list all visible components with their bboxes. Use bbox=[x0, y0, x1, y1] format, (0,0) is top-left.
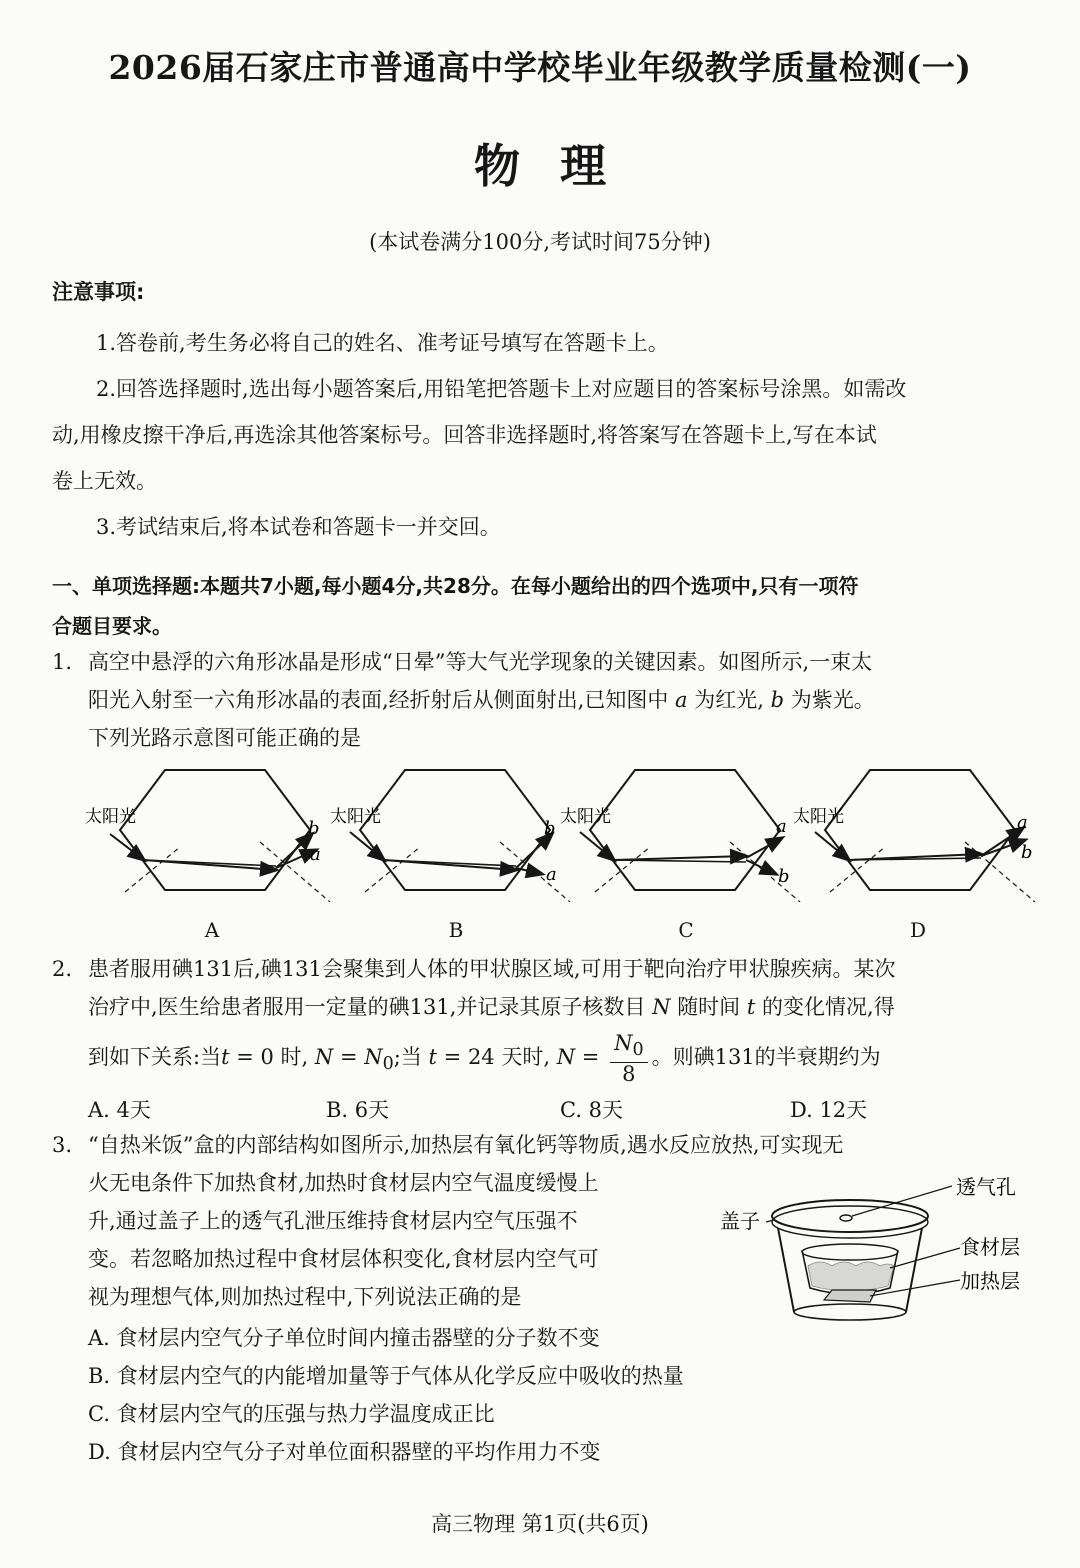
figure-b bbox=[330, 770, 570, 902]
sun-light-label: 太阳光 bbox=[330, 807, 381, 827]
fraction-numerator bbox=[610, 1032, 648, 1062]
q2-option-b[interactable]: B. 6天 bbox=[326, 1098, 390, 1122]
subscript-0: 0 bbox=[632, 1040, 644, 1061]
figure-label-b: B bbox=[448, 918, 464, 942]
figure-d bbox=[793, 770, 1035, 902]
q2-text: 到如下关系:当 bbox=[88, 1045, 222, 1069]
var-N: N bbox=[652, 995, 671, 1019]
q1-line-2 bbox=[88, 681, 875, 719]
notes-heading: 注意事项: bbox=[52, 280, 145, 304]
q2-text: 治疗中,医生给患者服用一定量的碘131,并记录其原子核数目 bbox=[88, 995, 646, 1019]
sun-light-label: 太阳光 bbox=[560, 807, 611, 827]
figure-c bbox=[560, 770, 800, 902]
q2-text: 。则碘131的半衰期约为 bbox=[651, 1045, 881, 1069]
q3-line-5: 视为理想气体,则加热过程中,下列说法正确的是 bbox=[88, 1285, 522, 1309]
q2-text: ;当 bbox=[393, 1045, 422, 1069]
subscript-0: 0 bbox=[382, 1054, 394, 1075]
q3-option-c[interactable]: C. 食材层内空气的压强与热力学温度成正比 bbox=[88, 1402, 495, 1426]
ray-b-label: b bbox=[1021, 842, 1033, 863]
var-a: a bbox=[675, 688, 688, 712]
food-layer-label: 食材层 bbox=[960, 1235, 1020, 1259]
var-t: t bbox=[221, 1045, 230, 1069]
q1-text: 阳光入射至一六角形冰晶的表面,经折射后从侧面射出,已知图中 bbox=[88, 688, 669, 712]
q2-eq: = bbox=[339, 1045, 358, 1069]
note-item-2-end: 卷上无效。 bbox=[52, 469, 157, 493]
var-N: N bbox=[556, 1045, 576, 1069]
section-heading: 一、单项选择题:本题共7小题,每小题4分,共28分。在每小题给出的四个选项中,只有一项符 bbox=[52, 574, 859, 598]
ray-a-label: a bbox=[546, 864, 557, 885]
heating-layer-label: 加热层 bbox=[960, 1269, 1020, 1293]
q3-line-4: 变。若忽略加热过程中食材层体积变化,食材层内空气可 bbox=[88, 1247, 599, 1271]
ray-b-label: b bbox=[778, 866, 790, 887]
var-N0: N bbox=[614, 1031, 633, 1056]
figure-a bbox=[85, 770, 330, 902]
q1-line-1: 高空中悬浮的六角形冰晶是形成“日晕”等大气光学现象的关键因素。如图所示,一束太 bbox=[88, 650, 873, 674]
q2-eq: = bbox=[581, 1045, 600, 1069]
fraction-denominator: 8 bbox=[622, 1061, 636, 1086]
sun-light-label: 太阳光 bbox=[793, 807, 844, 827]
var-N0: N bbox=[364, 1045, 383, 1069]
var-b: b bbox=[770, 688, 785, 712]
q3-line-1: “自热米饭”盒的内部结构如图所示,加热层有氧化钙等物质,遇水反应放热,可实现无 bbox=[88, 1133, 844, 1157]
q3-line-3: 升,通过盖子上的透气孔泄压维持食材层内空气压强不 bbox=[88, 1209, 578, 1233]
section-heading-cont: 合题目要求。 bbox=[52, 614, 172, 638]
q2-text: 的变化情况,得 bbox=[762, 995, 895, 1019]
var-t: t bbox=[428, 1045, 437, 1069]
page-footer: 高三物理 第1页(共6页) bbox=[431, 1512, 649, 1536]
var-t: t bbox=[746, 995, 756, 1019]
vent-label: 透气孔 bbox=[956, 1175, 1016, 1199]
question-number: 3. bbox=[52, 1133, 73, 1157]
q3-option-a[interactable]: A. 食材层内空气分子单位时间内撞击器壁的分子数不变 bbox=[88, 1326, 600, 1350]
q3-figure bbox=[720, 1170, 1050, 1330]
ray-a-label: a bbox=[776, 816, 787, 837]
var-N: N bbox=[314, 1045, 334, 1069]
question-2 bbox=[52, 950, 896, 988]
q3-option-d[interactable]: D. 食材层内空气分子对单位面积器壁的平均作用力不变 bbox=[88, 1440, 601, 1464]
ray-b-label: b bbox=[544, 818, 556, 839]
q1-line-3: 下列光路示意图可能正确的是 bbox=[88, 726, 361, 750]
q1-text: 为红光, bbox=[694, 688, 764, 712]
q1-figures bbox=[80, 762, 1040, 902]
q2-option-a[interactable]: A. 4天 bbox=[88, 1098, 151, 1122]
figure-label-c: C bbox=[678, 918, 694, 942]
ray-a-label: a bbox=[310, 844, 321, 865]
q2-text: 随时间 bbox=[677, 995, 741, 1019]
lid-label: 盖子 bbox=[720, 1209, 760, 1233]
question-number: 1. bbox=[52, 650, 73, 674]
exam-info: (本试卷满分100分,考试时间75分钟) bbox=[369, 230, 711, 254]
question-3 bbox=[52, 1126, 844, 1164]
note-item-2: 2.回答选择题时,选出每小题答案后,用铅笔把答题卡上对应题目的答案标号涂黑。如需改 bbox=[96, 377, 907, 401]
note-item-3: 3.考试结束后,将本试卷和答题卡一并交回。 bbox=[96, 515, 501, 539]
q2-option-d[interactable]: D. 12天 bbox=[790, 1098, 868, 1122]
note-item-2-cont: 动,用橡皮擦干净后,再选涂其他答案标号。回答非选择题时,将答案写在答题卡上,写在本试 bbox=[52, 423, 877, 447]
q2-option-c[interactable]: C. 8天 bbox=[560, 1098, 624, 1122]
q2-line-3 bbox=[88, 1032, 881, 1089]
ray-b-label: b bbox=[308, 818, 320, 839]
q2-line-1: 患者服用碘131后,碘131会聚集到人体的甲状腺区域,可用于靶向治疗甲状腺疾病。某次 bbox=[88, 957, 896, 981]
q2-cond: = 0 时, bbox=[236, 1045, 309, 1069]
figure-label-d: D bbox=[909, 918, 927, 942]
exam-title: 2026届石家庄市普通高中学校毕业年级教学质量检测(一) bbox=[108, 48, 972, 87]
figure-label-a: A bbox=[204, 918, 220, 942]
q3-line-2: 火无电条件下加热食材,加热时食材层内空气温度缓慢上 bbox=[88, 1171, 599, 1195]
ray-a-label: a bbox=[1017, 812, 1028, 833]
q3-option-b[interactable]: B. 食材层内空气的内能增加量等于气体从化学反应中吸收的热量 bbox=[88, 1364, 684, 1388]
q1-text: 为紫光。 bbox=[790, 688, 875, 712]
q2-line-2 bbox=[88, 988, 895, 1026]
sun-light-label: 太阳光 bbox=[85, 807, 136, 827]
subject-title: 物理 bbox=[474, 139, 646, 193]
fraction bbox=[610, 1032, 648, 1084]
question-number: 2. bbox=[52, 957, 73, 981]
question-1 bbox=[52, 643, 872, 681]
q2-cond: = 24 天时, bbox=[443, 1045, 551, 1069]
note-item-1: 1.答卷前,考生务必将自己的姓名、准考证号填写在答题卡上。 bbox=[96, 331, 669, 355]
